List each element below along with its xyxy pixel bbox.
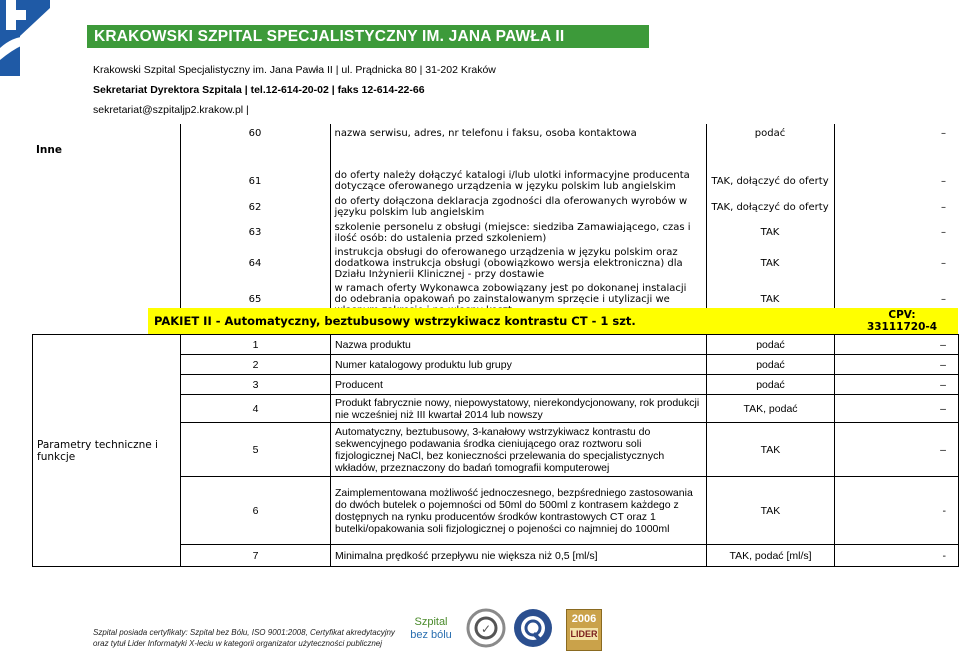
pakiet-title: PAKIET II - Automatyczny, beztubusowy wstrzykiwacz kontrastu CT - 1 szt. — [148, 308, 846, 334]
accreditation-icon — [513, 606, 553, 650]
badge-year: 2006 — [571, 613, 597, 625]
row-number: 1 — [181, 335, 331, 355]
director-line: Sekretariat Dyrektora Szpitala | tel.12-614-20-02 | faks 12-614-22-66 — [93, 84, 425, 96]
row-value: – — [835, 375, 959, 395]
row-value: – — [834, 220, 958, 245]
row-number: 61 — [180, 168, 330, 194]
row-requirement: TAK, podać — [707, 395, 835, 423]
footer-line-2: oraz tytuł Lider Informatyki X-leciu w kategorii organizator użyteczności publicznej — [93, 639, 383, 648]
row-text: szkolenie personelu z obsługi (miejsce: siedziba Zamawiającego, czas i ilość osób: do ustalenia przed szkoleniem) — [330, 220, 706, 245]
cpv-label: CPV: — [888, 309, 916, 321]
row-value: - — [835, 477, 959, 545]
row-value: – — [834, 168, 958, 194]
row-value: – — [834, 124, 958, 142]
badge-text: LIDER — [570, 629, 598, 639]
row-text: Zaimplementowana możliwość jednoczesnego, bezpśredniego zastosowania do dwóch butelek o pojemności od 50ml do 500ml z kontrasem każdego z dostępnych na rynku producentów środków kontrastowych CT oraz 1 butelki/opakowania soli fizjologicznej o pojeności co najmniej do 1000ml — [331, 477, 707, 545]
row-text: Nazwa produktu — [331, 335, 707, 355]
table-inne — [32, 124, 958, 317]
row-text: do oferty należy dołączyć katalogi i/lub ulotki informacyjne producenta dotyczące oferowanego urządzenia w języku polskim lub angielskim — [330, 168, 706, 194]
row-text: Produkt fabrycznie nowy, niepowystatowy, nierekondycjonowany, rok produkcji nie wcześniej niż III kwartał 2014 lub nowszy — [331, 395, 707, 423]
iso-certificate-icon — [466, 608, 506, 648]
row-value: – — [835, 423, 959, 477]
row-number: 60 — [180, 124, 330, 142]
row-requirement: TAK — [706, 281, 834, 317]
row-text: nazwa serwisu, adres, nr telefonu i faksu, osoba kontaktowa — [330, 124, 706, 142]
cpv-box — [846, 308, 958, 334]
row-number: 7 — [181, 545, 331, 567]
szpital-bez-bolu-logo — [410, 608, 452, 650]
table-row — [32, 220, 958, 245]
svg-text:✓: ✓ — [480, 622, 492, 636]
footer-line-1: Szpital posiada certyfikaty: Szpital bez Bólu, ISO 9001:2008, Certyfikat akredytacyjny — [93, 628, 395, 637]
section-label-params: Parametry techniczne i funkcje — [33, 335, 181, 567]
row-text: do oferty dołączona deklaracja zgodności dla oferowanych wyrobów w języku polskim lub angielskim — [330, 194, 706, 220]
address-line: Krakowski Szpital Specjalistyczny im. Jana Pawła II | ul. Prądnicka 80 | 31-202 Kraków — [93, 64, 496, 76]
row-requirement: TAK, dołączyć do oferty — [706, 168, 834, 194]
row-requirement: TAK — [706, 220, 834, 245]
row-number: 6 — [181, 477, 331, 545]
row-requirement: TAK — [707, 477, 835, 545]
row-requirement: TAK, podać [ml/s] — [707, 545, 835, 567]
row-text: Numer katalogowy produktu lub grupy — [331, 355, 707, 375]
table-parameters — [32, 334, 959, 567]
cpv-code: 33111720-4 — [866, 321, 938, 333]
row-requirement: TAK, dołączyć do oferty — [706, 194, 834, 220]
footer-certificates — [93, 627, 395, 649]
table-row — [32, 194, 958, 220]
hospital-banner: KRAKOWSKI SZPITAL SPECJALISTYCZNY IM. JANA PAWŁA II — [87, 25, 649, 48]
row-text: Producent — [331, 375, 707, 395]
email-line: sekretariat@szpitaljp2.krakow.pl | — [93, 104, 249, 116]
row-requirement: TAK — [707, 423, 835, 477]
row-requirement: podać — [706, 124, 834, 142]
row-number: 2 — [181, 355, 331, 375]
row-value: – — [835, 395, 959, 423]
row-value: – — [834, 281, 958, 317]
row-number: 62 — [180, 194, 330, 220]
lider-badge — [566, 609, 602, 651]
row-requirement: podać — [707, 355, 835, 375]
row-number: 4 — [181, 395, 331, 423]
table-row — [33, 335, 959, 355]
row-value: – — [835, 355, 959, 375]
row-value: – — [834, 194, 958, 220]
section-label-inne: Inne — [36, 144, 62, 156]
row-text: Automatyczny, beztubusowy, 3-kanałowy wstrzykiwacz kontrastu do sekwencyjnego podawania środka cieniującego oraz roztworu soli fizjologicznej NaCl, bez konieczności przelewania do specjalistycznych wkładów, przeznaczony do badań tomografii komputerowej — [331, 423, 707, 477]
table-row — [32, 168, 958, 194]
table-row — [32, 245, 958, 281]
row-text: Minimalna prędkość przepływu nie większa niż 0,5 [ml/s] — [331, 545, 707, 567]
logo-szpital-text: Szpital — [414, 616, 448, 628]
section-label-row — [32, 142, 958, 158]
logo-bezbolu-text: bez bólu — [410, 629, 452, 641]
table-row — [32, 124, 958, 142]
row-requirement: podać — [707, 375, 835, 395]
row-value: – — [834, 245, 958, 281]
row-number: 63 — [180, 220, 330, 245]
row-value: – — [835, 335, 959, 355]
row-value: - — [835, 545, 959, 567]
row-requirement: podać — [707, 335, 835, 355]
row-text: instrukcja obsługi do oferowanego urządzenia w języku polskim oraz dodatkowa instrukcja obsługi (obowiązkowo wersja elektroniczna) dla Działu Inżynierii Klinicznej - przy dostawie — [330, 245, 706, 281]
row-number: 5 — [181, 423, 331, 477]
row-number: 3 — [181, 375, 331, 395]
row-number: 64 — [180, 245, 330, 281]
row-text: w ramach oferty Wykonawca zobowiązany jest po dokonanej instalacji do odebrania opakowań po zainstalowanym sprzęcie i utylizacji we — [330, 281, 706, 317]
hospital-logo — [0, 0, 50, 76]
row-requirement: TAK — [706, 245, 834, 281]
row-number: 65 — [180, 281, 330, 317]
